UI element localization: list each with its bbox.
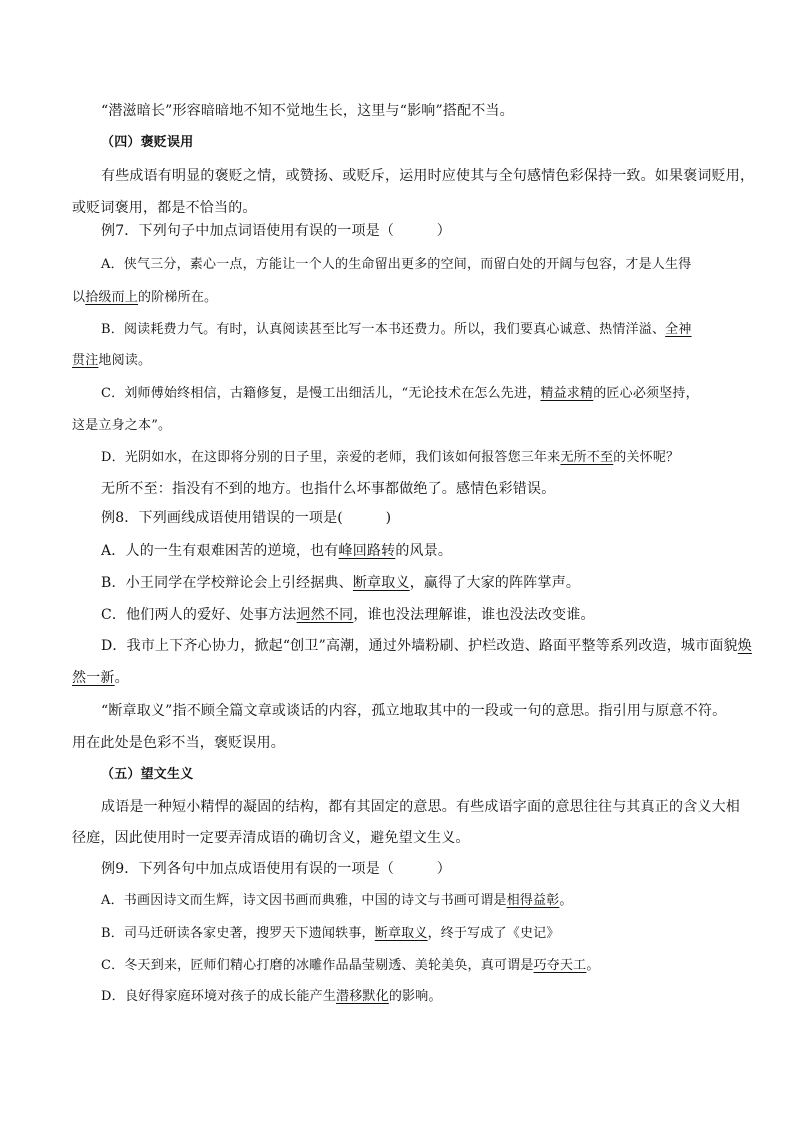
option-line bbox=[101, 541, 761, 561]
underlined-idiom: 精益求精 bbox=[540, 386, 594, 401]
underlined-idiom: 断章取义 bbox=[352, 575, 410, 591]
text: 或贬词褒用，都是不恰当的。 bbox=[72, 200, 257, 216]
option-line bbox=[72, 416, 732, 436]
option-line bbox=[101, 255, 761, 275]
paragraph-line bbox=[72, 198, 732, 218]
underlined-idiom: 迥然不同 bbox=[296, 607, 354, 623]
text: 的影响。 bbox=[388, 989, 442, 1004]
text: D．光阴如水，在这即将分别的日子里，亲爱的老师，我们该如何报答您三年来 bbox=[101, 450, 561, 465]
text: 用在此处是色彩不当，褒贬误用。 bbox=[72, 735, 285, 751]
option-line bbox=[101, 448, 761, 468]
question-line bbox=[101, 508, 761, 528]
text: 。 bbox=[586, 958, 600, 973]
text: 的风景。 bbox=[395, 543, 453, 559]
answer-explanation bbox=[101, 701, 761, 721]
option-line bbox=[101, 924, 761, 944]
option-line bbox=[101, 956, 761, 976]
question-line bbox=[101, 859, 761, 879]
option-line bbox=[72, 668, 732, 688]
paragraph-line bbox=[72, 828, 732, 848]
section-heading bbox=[101, 133, 761, 153]
heading-text: （五）望文生义 bbox=[101, 767, 194, 782]
underlined-idiom: 断章取义 bbox=[374, 926, 428, 941]
text: 的匠心必须坚持， bbox=[593, 386, 699, 401]
underlined-idiom: 焕 bbox=[737, 638, 752, 654]
text: 。 bbox=[559, 893, 573, 908]
paragraph-line bbox=[101, 166, 761, 186]
underlined-idiom: 拾级而上 bbox=[85, 290, 139, 305]
question-line bbox=[101, 221, 761, 241]
explanation-line bbox=[101, 101, 761, 121]
underlined-idiom: 全神 bbox=[665, 322, 692, 337]
option-line bbox=[72, 288, 732, 308]
option-line bbox=[101, 384, 761, 404]
text: ，谁也没法理解谁，谁也没法改变谁。 bbox=[353, 607, 595, 623]
text: “断章取义”指不顾全篇文章或谈话的内容，孤立地取其中的一段或一句的意思。指引用与原意不符。 bbox=[101, 703, 727, 719]
option-line bbox=[101, 320, 761, 340]
option-line bbox=[101, 573, 761, 593]
paragraph-line bbox=[101, 797, 761, 817]
text: D．我市上下齐心协力，掀起“创卫”高潮，通过外墙粉刷、护栏改造、路面平整等系列改造，城市面貌 bbox=[101, 638, 738, 654]
text: 这是立身之本”。 bbox=[72, 418, 172, 433]
text: ，赢得了大家的阵阵掌声。 bbox=[409, 575, 581, 591]
option-line bbox=[101, 605, 761, 625]
option-line bbox=[72, 351, 732, 371]
text: 。 bbox=[114, 670, 129, 686]
text: A．书画因诗文而生辉，诗文因书画而典雅，中国的诗文与书画可谓是 bbox=[101, 893, 507, 908]
heading-text: （四）褒贬误用 bbox=[101, 135, 194, 150]
underlined-idiom: 巧夺天工 bbox=[533, 958, 587, 973]
text: 的关怀呢？ bbox=[613, 450, 680, 465]
underlined-idiom: 潜移默化 bbox=[336, 989, 389, 1004]
option-line bbox=[101, 987, 761, 1007]
text: 例9．下列各句中加点成语使用有误的一项是（ ） bbox=[101, 861, 451, 877]
text: B．阅读耗费力气。有时，认真阅读甚至比写一本书还费力。所以，我们要真心诚意、热情洋溢、 bbox=[101, 322, 666, 337]
text: D．良好得家庭环境对孩子的成长能产生 bbox=[101, 989, 337, 1004]
text: B．司马迁研读各家史著，搜罗天下遗闻轶事， bbox=[101, 926, 375, 941]
option-line bbox=[101, 891, 761, 911]
text: 地阅读。 bbox=[98, 353, 152, 368]
option-line bbox=[101, 636, 761, 656]
underlined-idiom: 相得益彰 bbox=[506, 893, 560, 908]
underlined-idiom: 无所不至 bbox=[560, 450, 614, 465]
text: B．小王同学在学校辩论会上引经据典、 bbox=[101, 575, 353, 591]
answer-explanation bbox=[101, 479, 761, 499]
section-heading bbox=[101, 765, 761, 785]
text: 例8．下列画线成语使用错误的一项是( ) bbox=[101, 510, 392, 526]
text: 有些成语有明显的褒贬之情，或赞扬、或贬斥，运用时应使其与全句感情色彩保持一致。如果褒词贬用， bbox=[101, 168, 755, 184]
underlined-idiom: 峰回路转 bbox=[338, 543, 396, 559]
text: 的阶梯所在。 bbox=[138, 290, 218, 305]
text: “潜滋暗长”形容暗暗地不知不觉地生长，这里与“影响”搭配不当。 bbox=[101, 103, 514, 119]
text: A．侠气三分，素心一点，方能让一个人的生命留出更多的空间，而留白处的开阔与包容，才是人生得 bbox=[101, 257, 692, 272]
text: 径庭，因此使用时一定要弄清成语的确切含义，避免望文生义。 bbox=[72, 830, 470, 846]
text: C．冬天到来，匠师们精心打磨的冰雕作品晶莹剔透、美轮美奂，真可谓是 bbox=[101, 958, 534, 973]
underlined-idiom: 贯注 bbox=[72, 353, 99, 368]
text: 成语是一种短小精悍的凝固的结构，都有其固定的意思。有些成语字面的意思往往与其真正的含义大相 bbox=[101, 799, 740, 815]
answer-explanation bbox=[72, 733, 732, 753]
text: A．人的一生有艰难困苦的逆境，也有 bbox=[101, 543, 339, 559]
text: C．刘师傅始终相信，古籍修复，是慢工出细活儿，“无论技术在怎么先进， bbox=[101, 386, 541, 401]
text: 例7．下列句子中加点词语使用有误的一项是（ ） bbox=[101, 223, 451, 239]
text: C．他们两人的爱好、处事方法 bbox=[101, 607, 297, 623]
text: 以 bbox=[72, 290, 86, 305]
text: 无所不至：指没有不到的地方。也指什么坏事都做绝了。感情色彩错误。 bbox=[101, 481, 556, 497]
text: ，终于写成了《史记》 bbox=[427, 926, 560, 941]
underlined-idiom: 然一新 bbox=[72, 670, 115, 686]
